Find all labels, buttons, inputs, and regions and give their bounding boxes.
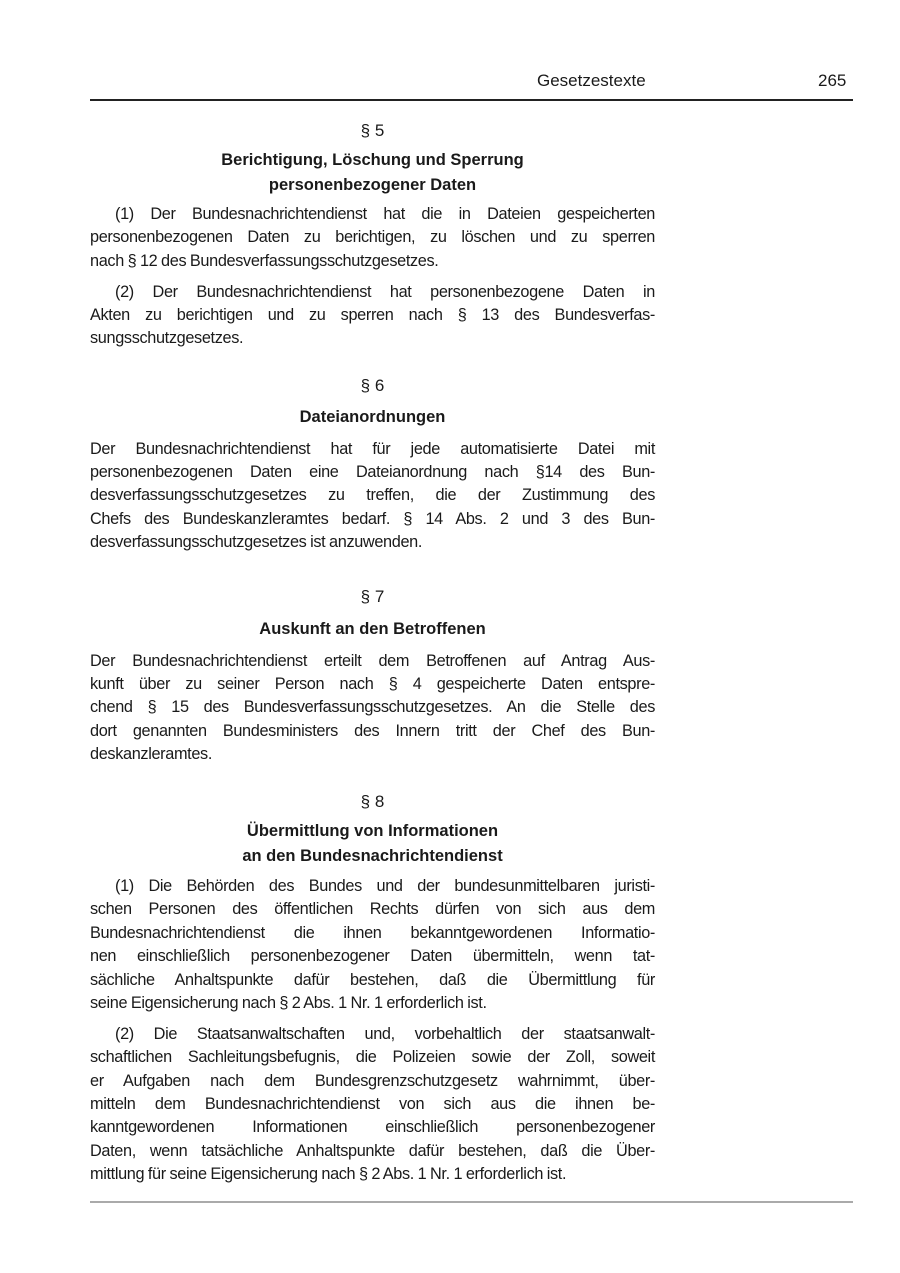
running-header-title: Gesetzestexte (537, 71, 646, 90)
text-line: schen Personen des öffentlichen Rechts dürfen von sich aus dem (90, 900, 655, 919)
text-line: dort genannten Bundesministers des Innern tritt der Chef des Bun- (90, 721, 655, 740)
section-heading-line: personenbezogener Daten (268, 175, 477, 194)
text-line: sungsschutzgesetzes. (90, 329, 244, 348)
paragraph (90, 875, 655, 1015)
section-heading (90, 405, 655, 430)
section-7 (90, 585, 655, 774)
text-line: mittlung für seine Eigensicherung nach § 2 Abs. 1 Nr. 1 erforderlich ist. (90, 1165, 567, 1184)
section-heading (90, 819, 655, 868)
section-number: § 8 (360, 792, 385, 811)
text-line: seine Eigensicherung nach § 2 Abs. 1 Nr. 1 erforderlich ist. (90, 993, 487, 1012)
text-line: Chefs des Bundeskanzleramtes bedarf. § 14 Abs. 2 und 3 des Bun- (90, 509, 655, 528)
text-line: (1) Die Behörden des Bundes und der bundesunmittelbaren juristi- (115, 877, 655, 895)
section-heading-line: an den Bundesnachrichtendienst (242, 846, 503, 865)
text-line: desverfassungsschutzgesetzes zu treffen, die der Zustimmung des (90, 486, 655, 505)
text-line: (1) Der Bundesnachrichtendienst hat die in Dateien gespeicherten (115, 205, 655, 223)
text-line: sächliche Anhaltspunkte dafür bestehen, daß die Übermittlung für (90, 970, 655, 989)
text-line: personenbezogenen Daten zu berichtigen, zu löschen und zu sperren (90, 228, 655, 247)
text-line: chend § 15 des Bundesverfassungsschutzgesetzes. An die Stelle des (90, 698, 655, 717)
section-number: § 6 (360, 376, 385, 395)
paragraph (90, 1023, 655, 1187)
section-6 (90, 374, 655, 562)
text-line: deskanzleramtes. (90, 745, 212, 764)
paragraph (90, 438, 655, 555)
text-line: Akten zu berichtigen und zu sperren nach § 13 des Bundesverfas- (90, 306, 655, 325)
text-line: schaftlichen Sachleitungsbefugnis, die Polizeien sowie der Zoll, soweit (90, 1048, 655, 1067)
text-line: nach § 12 des Bundesverfassungsschutzgesetzes. (90, 251, 439, 270)
section-heading-line: Berichtigung, Löschung und Sperrung (221, 151, 524, 169)
text-line: Der Bundesnachrichtendienst hat für jede automatisierte Datei mit (90, 439, 655, 458)
text-line: kunft über zu seiner Person nach § 4 gespeicherte Daten entspre- (90, 674, 655, 693)
section-heading (90, 617, 655, 642)
page-number: 265 (818, 71, 847, 90)
section-heading (90, 148, 655, 197)
section-heading-line: Dateianordnungen (299, 408, 446, 426)
section-number: § 5 (360, 121, 385, 140)
paragraph (90, 203, 655, 273)
text-line: kanntgewordenen Informationen einschließlich personenbezogener (90, 1118, 655, 1137)
text-line: (2) Die Staatsanwaltschaften und, vorbehaltlich der staatsanwalt- (115, 1024, 655, 1043)
text-line: er Aufgaben nach dem Bundesgrenzschutzgesetz wahrnimmt, über- (90, 1071, 655, 1090)
text-line: (2) Der Bundesnachrichtendienst hat personenbezogene Daten in (115, 282, 655, 301)
text-line: mitteln dem Bundesnachrichtendienst von sich aus die ihnen be- (90, 1095, 655, 1114)
header-rule (90, 99, 853, 101)
text-line: desverfassungsschutzgesetzes ist anzuwenden. (90, 533, 423, 552)
section-number: § 7 (360, 587, 385, 606)
text-line: Bundesnachrichtendienst die ihnen bekanntgewordenen Informatio- (90, 923, 655, 942)
paragraph (90, 281, 655, 351)
text-line: Der Bundesnachrichtendienst erteilt dem Betroffenen auf Antrag Aus- (90, 651, 655, 670)
text-line: Daten, wenn tatsächliche Anhaltspunkte dafür bestehen, daß die Über- (90, 1141, 655, 1160)
footer-rule (90, 1201, 853, 1203)
section-heading-line: Auskunft an den Betroffenen (259, 620, 486, 638)
section-heading-line: Übermittlung von Informationen (246, 822, 499, 840)
section-5 (90, 119, 655, 358)
text-line: nen einschließlich personenbezogener Daten übermitteln, wenn tat- (90, 947, 655, 966)
paragraph (90, 650, 655, 767)
text-line: personenbezogenen Daten eine Dateianordnung nach §14 des Bun- (90, 462, 655, 481)
section-8 (90, 790, 655, 1194)
